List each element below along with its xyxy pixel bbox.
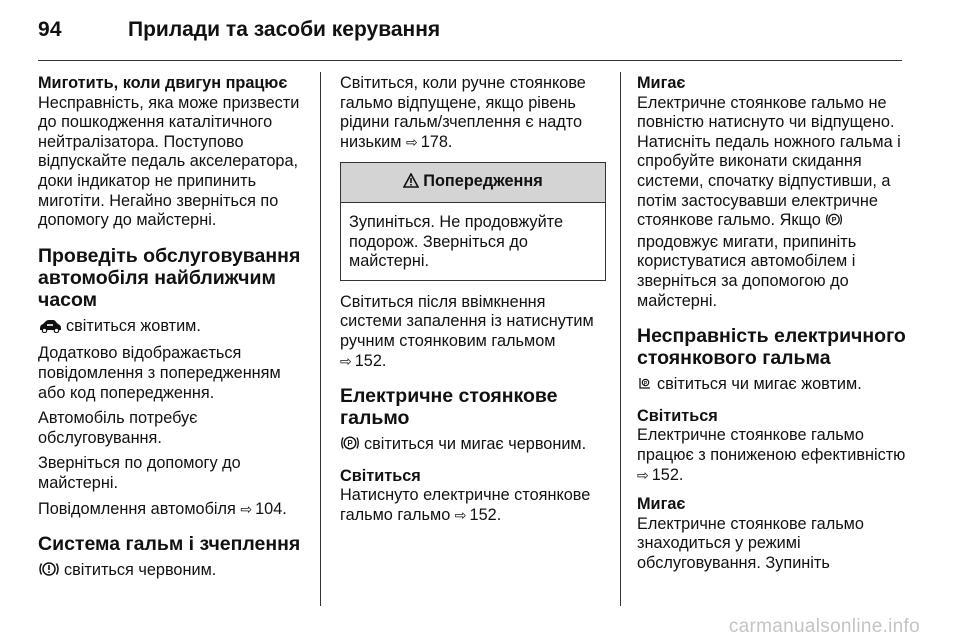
- service-indicator-text: світиться жовтим.: [66, 316, 201, 335]
- page-reference-arrow-icon: ⇨: [637, 466, 649, 483]
- page-reference-arrow-icon: ⇨: [340, 352, 352, 369]
- epb-fault-lit-heading: Світиться: [637, 406, 718, 425]
- engine-blink-lead: Миготить, коли двигун працює: [38, 74, 288, 92]
- column-3: [637, 74, 907, 579]
- epb-indicator-text: світиться чи мигає червоним.: [364, 435, 587, 454]
- epb-fault-heading: Несправність електричного стоянкового гальма: [637, 325, 906, 370]
- epb-blink-text-b: продовжує мигати, припиніть користуватися автомобілем і зверніться за допомогою до майстерні.: [637, 232, 857, 310]
- ignition-ref[interactable]: 152.: [354, 351, 387, 370]
- epb-indicator-line: [340, 435, 606, 457]
- page-reference-arrow-icon: ⇨: [405, 133, 418, 150]
- epb-blink-text: [637, 94, 907, 312]
- svg-text:P: P: [643, 380, 648, 387]
- epb-blink-text-a: Електричне стоянкове гальмо не повністю натиснуто чи відпущено. Натисніть педаль ножного гальма і спробуйте виконати скидання системи, спочатку відпустивши, а потім застосувавши електричне стоянкове гальмо. Якщо: [637, 93, 901, 230]
- service-indicator-line: [38, 317, 304, 339]
- svg-text:P: P: [831, 215, 837, 225]
- epb-fault-indicator-text: світиться чи мигає жовтим.: [657, 375, 862, 394]
- epb-lit-tail: гальмо: [397, 505, 455, 524]
- page-number: 94: [38, 18, 62, 41]
- service-p3: Автомобіль потребує обслуговування.: [38, 409, 198, 447]
- column-1: [38, 74, 304, 589]
- ignition-text: Світиться після ввімкнення системи запалення із натиснутим ручним стоянковим гальмом: [340, 292, 594, 350]
- epb-fault-lit-text: [637, 426, 907, 485]
- brake-lights-p1: [340, 74, 606, 152]
- brake-lights-p2: [340, 293, 606, 371]
- brake-lights-ref[interactable]: 178.: [420, 132, 453, 151]
- header-rule: [38, 60, 902, 61]
- epb-lit-heading: Світиться: [340, 466, 421, 485]
- brake-indicator-line: [38, 561, 304, 583]
- warning-box: [340, 162, 606, 280]
- page-reference-arrow-icon: ⇨: [454, 506, 467, 523]
- page-reference-arrow-icon: ⇨: [240, 500, 253, 517]
- engine-blink-section: [38, 74, 304, 231]
- service-heading: Проведіть обслуговування автомобіля найближчим часом: [38, 244, 301, 311]
- watermark: carmanualsonline.info: [728, 616, 920, 637]
- epb-fault-blink-heading: Мигає: [637, 495, 686, 514]
- parking-brake-p-icon: [340, 435, 360, 457]
- service-p4: Зверніться по допомогу до майстерні.: [38, 454, 241, 492]
- parking-brake-p-icon: [825, 212, 843, 233]
- epb-heading: Електричне стоянкове гальмо: [340, 385, 558, 430]
- brake-lights-text: Світиться, коли ручне стоянкове гальмо відпущене, якщо рівень рідини гальм/зчеплення є надто низьким: [340, 74, 586, 151]
- svg-text:P: P: [347, 439, 353, 449]
- epb-fault-blink-text: Електричне стоянкове гальмо знаходиться у режимі обслуговування. Зупиніть: [637, 514, 864, 572]
- service-p5: [38, 500, 304, 520]
- parking-brake-fault-icon: [637, 376, 653, 397]
- epb-fault-indicator-line: [637, 375, 907, 397]
- brake-indicator-text: світиться червоним.: [64, 561, 217, 580]
- service-p2: Додатково відображається повідомлення з попередженням або код попередження.: [38, 344, 281, 402]
- warning-triangle-icon: [403, 173, 419, 194]
- column-divider-1: [320, 72, 321, 606]
- epb-lit-body: Натиснуто електричне стоянкове гальмо: [340, 486, 591, 524]
- epb-lit-ref[interactable]: 152.: [469, 505, 502, 524]
- vehicle-messages-ref[interactable]: 104.: [255, 499, 287, 518]
- brake-warning-icon: [38, 561, 60, 583]
- epb-blink-heading: Мигає: [637, 74, 686, 92]
- car-wrench-icon: [38, 319, 62, 339]
- column-2: [340, 74, 606, 532]
- page-title: Прилади та засоби керування: [128, 18, 441, 41]
- epb-fault-lit-body: Електричне стоянкове гальмо працює з пониженою ефективністю: [637, 426, 906, 464]
- vehicle-messages-text: Повідомлення автомобіля: [38, 499, 236, 518]
- warning-body: Зупиніться. Не продовжуйте подорож. Зверніться до майстерні.: [349, 212, 564, 271]
- warning-header: [341, 163, 605, 203]
- warning-title: Попередження: [423, 172, 543, 191]
- column-divider-2: [620, 72, 621, 606]
- epb-lit-text: [340, 486, 606, 525]
- brake-clutch-heading: Система гальм і зчеплення: [38, 533, 301, 556]
- engine-blink-text: Несправність, яка може призвести до пошкодження каталітичного нейтралізатора. Поступово відпускайте педаль акселератора, доки індикатор не припинить миготіти. Негайно зверніться по допомогу до майстерні.: [38, 93, 300, 230]
- epb-fault-lit-ref[interactable]: 152.: [651, 465, 684, 484]
